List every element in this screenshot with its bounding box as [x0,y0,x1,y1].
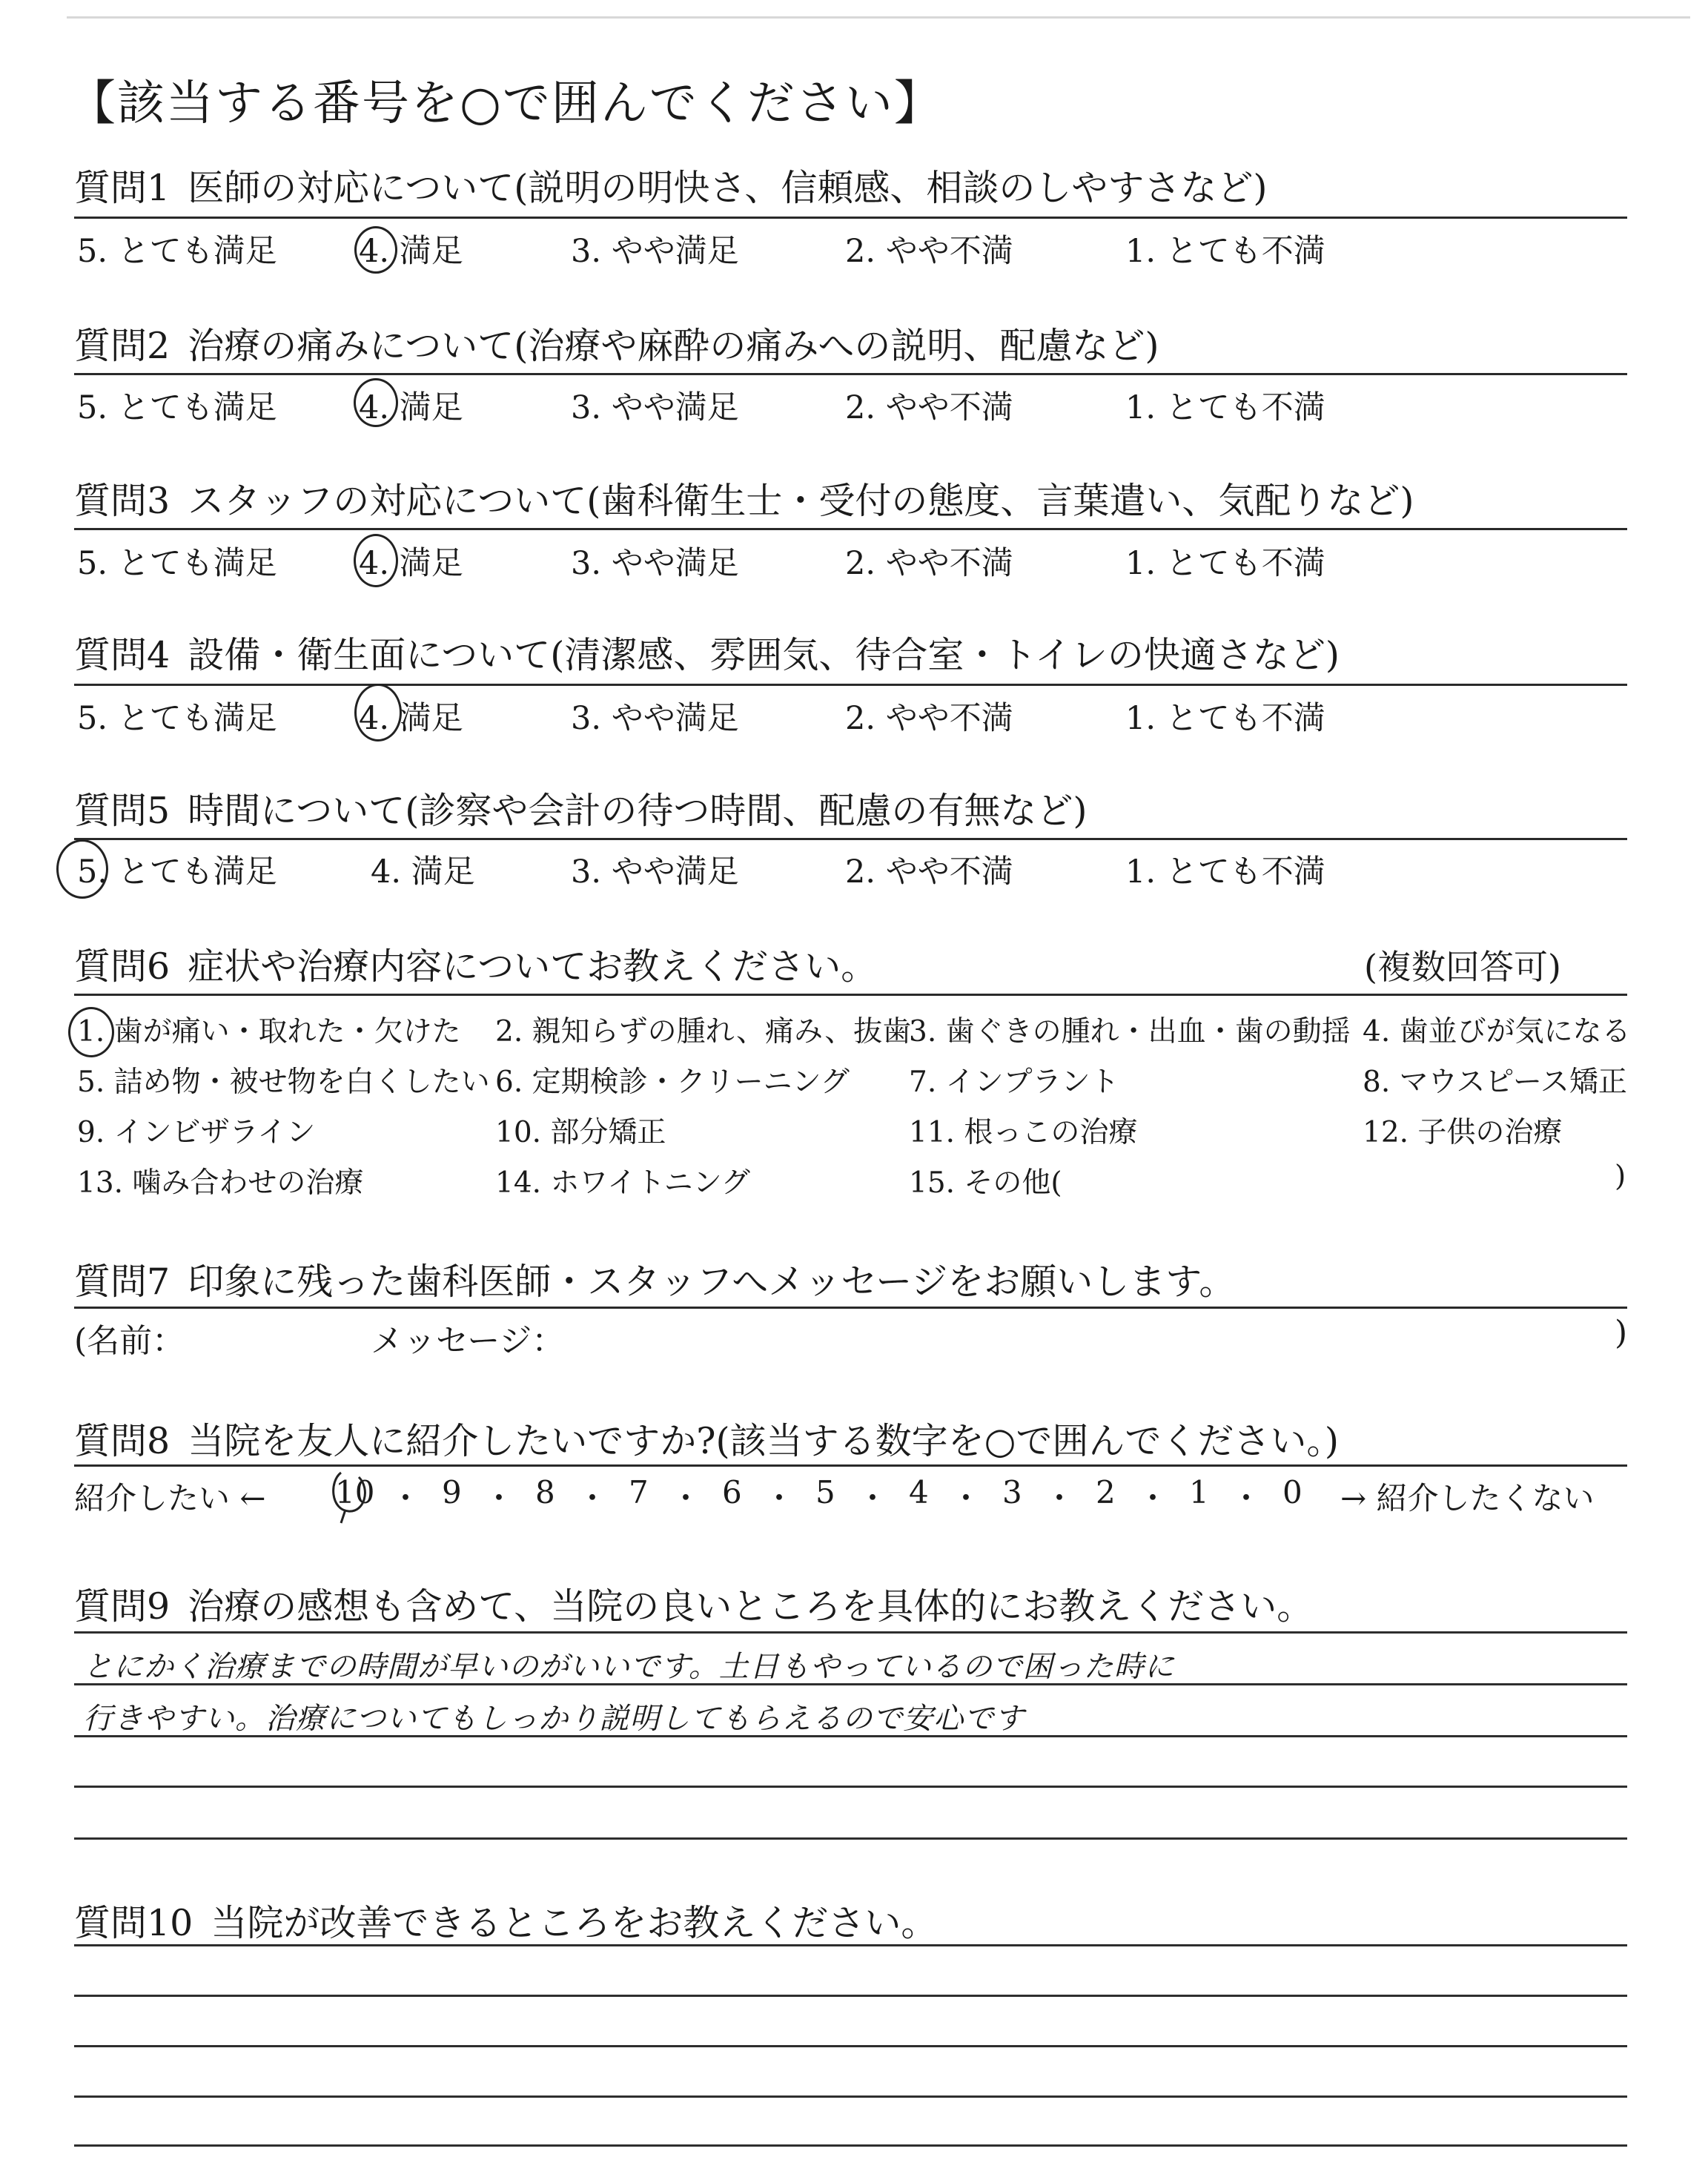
question-number: 質問5 [74,790,171,832]
question-title: 印象に残った歯科医師・スタッフへメッセージをお願いします。 [188,1261,1236,1303]
question-number: 質問4 [74,634,171,676]
question-number: 質問2 [74,325,171,367]
scale-separator: ・ [1137,1480,1169,1516]
q6-option-9[interactable]: 9. インビザライン [77,1116,316,1149]
question-title: 当院を友人に紹介したいですか?(該当する数字を○で囲んでください。) [188,1420,1339,1462]
q6-option-8[interactable]: 8. マウスピース矯正 [1363,1066,1627,1099]
message-label: メッセージ： [371,1322,565,1360]
q3-option-2[interactable]: 2. やや不満 [845,545,1013,582]
q10-writing-line [74,1944,1627,1946]
question-7 [74,1253,1235,1305]
q6-option-1[interactable]: 1. 歯が痛い・取れた・欠けた [77,1015,461,1048]
question-title: 設備・衛生面について(清潔感、雰囲気、待合室・トイレの快適さなど) [188,634,1340,676]
q6-option-14[interactable]: 14. ホワイトニング [495,1166,750,1200]
q1-option-1[interactable]: 1. とても不満 [1125,233,1325,270]
q9-writing-line [74,1837,1627,1840]
q6-option-12[interactable]: 12. 子供の治療 [1363,1116,1563,1149]
q2-option-2[interactable]: 2. やや不満 [845,389,1013,426]
question-number: 質問8 [74,1420,171,1462]
q6-option-7[interactable]: 7. インプラント [909,1066,1119,1099]
question-title: 治療の感想も含めて、当院の良いところを具体的にお教えください。 [188,1585,1314,1628]
scale-5[interactable]: 5 [815,1474,835,1510]
scale-0[interactable]: 0 [1282,1474,1302,1510]
question-number: 質問9 [74,1585,171,1628]
q6-option-15[interactable]: 15. その他( [909,1166,1062,1200]
question-4 [74,627,1340,678]
scale-8[interactable]: 8 [535,1474,555,1510]
scale-separator: ・ [764,1480,795,1516]
scale-separator: ・ [857,1480,889,1516]
question-title: 治療の痛みについて(治療や麻酔の痛みへの説明、配慮など) [188,325,1159,367]
q10-writing-line [74,2045,1627,2047]
scale-9[interactable]: 9 [442,1474,462,1510]
question-number: 質問10 [74,1902,193,1944]
scale-separator: ・ [950,1480,982,1516]
q5-option-2[interactable]: 2. やや不満 [845,853,1013,891]
q4-option-4[interactable]: 4. 満足 [359,700,463,737]
q5-option-5[interactable]: 5. とても満足 [77,853,277,891]
question-3 [74,472,1414,524]
scale-separator: ・ [670,1480,702,1516]
q3-option-1[interactable]: 1. とても不満 [1125,545,1325,582]
question-title: スタッフの対応について(歯科衛生士・受付の態度、言葉遣い、気配りなど) [188,480,1414,522]
page-top-edge [67,16,1690,19]
q6-other-close-paren: ) [1615,1160,1626,1193]
multiple-answers-note: (複数回答可) [1364,947,1561,987]
question-2 [74,317,1159,369]
question-4-rule [74,684,1627,686]
question-7-rule [74,1307,1627,1309]
q6-option-6[interactable]: 6. 定期検診・クリーニング [495,1066,850,1099]
q2-option-1[interactable]: 1. とても不満 [1125,389,1325,426]
q6-option-13[interactable]: 13. 噛み合わせの治療 [77,1166,364,1200]
q5-option-4[interactable]: 4. 満足 [371,853,475,891]
q1-option-3[interactable]: 3. やや満足 [571,233,739,270]
question-number: 質問3 [74,480,171,522]
q4-option-2[interactable]: 2. やや不満 [845,700,1013,737]
q7-close-paren: ) [1615,1314,1628,1352]
scale-2[interactable]: 2 [1096,1474,1116,1510]
q8-selection-mark [326,1467,380,1526]
q5-option-3[interactable]: 3. やや満足 [571,853,739,891]
q1-option-5[interactable]: 5. とても満足 [77,233,277,270]
q9-writing-line [74,1786,1627,1788]
question-title: 医師の対応について(説明の明快さ、信頼感、相談のしやすさなど) [188,167,1268,209]
q10-writing-line [74,1995,1627,1997]
question-6 [74,938,877,990]
question-5 [74,782,1087,834]
q3-option-4[interactable]: 4. 満足 [359,545,463,582]
scale-1[interactable]: 1 [1189,1474,1209,1510]
question-3-rule [74,528,1627,530]
q6-option-11[interactable]: 11. 根っこの治療 [909,1116,1138,1149]
scale-separator: ・ [577,1480,609,1516]
question-9 [74,1578,1313,1630]
q6-option-5[interactable]: 5. 詰め物・被せ物を白くしたい [77,1066,490,1099]
scale-6[interactable]: 6 [722,1474,742,1510]
scale-separator: ・ [483,1480,515,1516]
q1-option-2[interactable]: 2. やや不満 [845,233,1013,270]
q6-option-4[interactable]: 4. 歯並びが気になる [1363,1015,1631,1048]
question-title: 症状や治療内容についてお教えください。 [188,945,878,988]
question-title: 当院が改善できるところをお教えください。 [211,1902,938,1944]
q4-option-5[interactable]: 5. とても満足 [77,700,277,737]
question-8-rule [74,1464,1627,1467]
scale-7[interactable]: 7 [629,1474,649,1510]
q4-option-3[interactable]: 3. やや満足 [571,700,739,737]
q9-handwritten-line-1: とにかく治療までの時間が早いのがいいです。土日もやっているので困った時に [83,1650,1175,1684]
q5-option-1[interactable]: 1. とても不満 [1125,853,1325,891]
question-1-rule [74,217,1627,219]
q3-option-5[interactable]: 5. とても満足 [77,545,277,582]
scale-3[interactable]: 3 [1002,1474,1022,1510]
scale-separator: ・ [390,1480,422,1516]
question-number: 質問1 [74,167,171,209]
question-1 [74,159,1267,211]
scale-10[interactable]: 10 [335,1474,375,1510]
question-2-rule [74,373,1627,375]
q10-writing-line [74,2095,1627,2098]
question-6-rule [74,994,1627,996]
q2-option-5[interactable]: 5. とても満足 [77,389,277,426]
q2-option-3[interactable]: 3. やや満足 [571,389,739,426]
q1-option-4[interactable]: 4. 満足 [359,233,463,270]
q6-option-2[interactable]: 2. 親知らずの腫れ、痛み、抜歯 [495,1015,912,1048]
question-number: 質問7 [74,1261,171,1303]
question-title: 時間について(診察や会計の待つ時間、配慮の有無など) [188,790,1088,832]
question-8 [74,1413,1339,1464]
recommend-label: 紹介したい ← [74,1480,266,1516]
q9-writing-line [74,1631,1627,1634]
instructions-header: 【該当する番号を○で囲んでください】 [68,76,943,131]
name-label: (名前： [74,1322,185,1360]
question-number: 質問6 [74,945,171,988]
q4-option-1[interactable]: 1. とても不満 [1125,700,1325,737]
q9-handwritten-line-2: 行きやすい。治療についてもしっかり説明してもらえるので安心です [83,1702,1025,1736]
question-10 [74,1895,937,1946]
scale-separator: ・ [1044,1480,1076,1516]
not-recommend-label: → 紹介したくない [1340,1480,1595,1516]
q6-option-3[interactable]: 3. 歯ぐきの腫れ・出血・歯の動揺 [909,1015,1351,1048]
q2-option-4[interactable]: 4. 満足 [359,389,463,426]
q10-writing-line [74,2144,1627,2147]
q3-option-3[interactable]: 3. やや満足 [571,545,739,582]
scale-4[interactable]: 4 [909,1474,929,1510]
question-5-rule [74,838,1627,840]
q6-option-10[interactable]: 10. 部分矯正 [495,1116,666,1149]
scale-separator: ・ [1231,1480,1262,1516]
